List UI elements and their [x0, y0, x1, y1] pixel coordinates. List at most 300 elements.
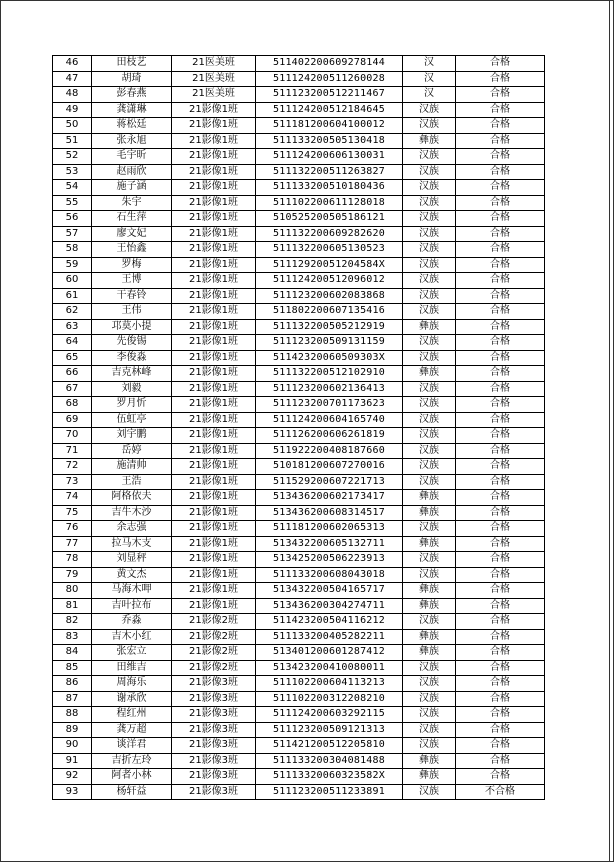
class-name-cell: 21影像2班	[172, 645, 256, 661]
class-name-cell: 21影像2班	[172, 614, 256, 630]
id-number-cell: 513436200608314517	[256, 505, 403, 521]
result-cell: 合格	[456, 443, 545, 459]
student-name-cell: 吉牛木沙	[92, 505, 172, 521]
id-number-cell: 511802200607135416	[256, 304, 403, 320]
student-name-cell: 阿者小林	[92, 769, 172, 785]
class-name-cell: 21影像1班	[172, 273, 256, 289]
table-row	[53, 133, 545, 149]
result-cell: 合格	[456, 180, 545, 196]
row-number-cell: 51	[53, 133, 92, 149]
ethnicity-cell: 汉族	[403, 552, 456, 568]
result-cell: 合格	[456, 691, 545, 707]
row-number-cell: 61	[53, 288, 92, 304]
class-name-cell: 21影像1班	[172, 583, 256, 599]
id-number-cell: 511102200611128018	[256, 195, 403, 211]
table-row	[53, 304, 545, 320]
result-cell: 合格	[456, 753, 545, 769]
row-number-cell: 59	[53, 257, 92, 273]
row-number-cell: 54	[53, 180, 92, 196]
ethnicity-cell: 彝族	[403, 505, 456, 521]
row-number-cell: 52	[53, 149, 92, 165]
table-row	[53, 660, 545, 676]
student-name-cell: 周海乐	[92, 676, 172, 692]
id-number-cell: 513436200602173417	[256, 490, 403, 506]
student-name-cell: 李俊淼	[92, 350, 172, 366]
id-number-cell: 511133200505130418	[256, 133, 403, 149]
id-number-cell: 511133200510180436	[256, 180, 403, 196]
class-name-cell: 21影像3班	[172, 691, 256, 707]
ethnicity-cell: 彝族	[403, 366, 456, 382]
student-name-cell: 王博	[92, 273, 172, 289]
student-name-cell: 刘宇鹏	[92, 428, 172, 444]
row-number-cell: 66	[53, 366, 92, 382]
id-number-cell: 511123200701173623	[256, 397, 403, 413]
table-row	[53, 211, 545, 227]
row-number-cell: 46	[53, 56, 92, 72]
id-number-cell: 513432200605132711	[256, 536, 403, 552]
result-cell: 合格	[456, 257, 545, 273]
id-number-cell: 511124200604165740	[256, 412, 403, 428]
ethnicity-cell: 汉族	[403, 676, 456, 692]
class-name-cell: 21影像1班	[172, 536, 256, 552]
id-number-cell: 511133200405282211	[256, 629, 403, 645]
table-row	[53, 428, 545, 444]
ethnicity-cell: 汉族	[403, 397, 456, 413]
table-row	[53, 769, 545, 785]
row-number-cell: 64	[53, 335, 92, 351]
row-number-cell: 85	[53, 660, 92, 676]
student-name-cell: 田枝艺	[92, 56, 172, 72]
result-cell: 合格	[456, 350, 545, 366]
class-name-cell: 21医美班	[172, 87, 256, 103]
row-number-cell: 81	[53, 598, 92, 614]
student-name-cell: 干春铃	[92, 288, 172, 304]
ethnicity-cell: 汉族	[403, 784, 456, 800]
ethnicity-cell: 汉族	[403, 257, 456, 273]
ethnicity-cell: 汉	[403, 71, 456, 87]
row-number-cell: 48	[53, 87, 92, 103]
class-name-cell: 21医美班	[172, 56, 256, 72]
result-cell: 合格	[456, 71, 545, 87]
class-name-cell: 21影像3班	[172, 784, 256, 800]
class-name-cell: 21影像1班	[172, 443, 256, 459]
id-number-cell: 513432200504165717	[256, 583, 403, 599]
ethnicity-cell: 汉族	[403, 242, 456, 258]
table-row	[53, 738, 545, 754]
ethnicity-cell: 汉族	[403, 149, 456, 165]
table-row	[53, 614, 545, 630]
student-name-cell: 王浩	[92, 474, 172, 490]
result-cell: 合格	[456, 242, 545, 258]
table-row	[53, 567, 545, 583]
row-number-cell: 70	[53, 428, 92, 444]
ethnicity-cell: 彝族	[403, 629, 456, 645]
id-number-cell: 511423200504116212	[256, 614, 403, 630]
ethnicity-cell: 汉族	[403, 288, 456, 304]
result-cell: 合格	[456, 118, 545, 134]
table-row	[53, 443, 545, 459]
row-number-cell: 53	[53, 164, 92, 180]
table-row	[53, 784, 545, 800]
class-name-cell: 21影像1班	[172, 350, 256, 366]
row-number-cell: 67	[53, 381, 92, 397]
id-number-cell: 511102200312208210	[256, 691, 403, 707]
ethnicity-cell: 汉族	[403, 335, 456, 351]
table-row	[53, 381, 545, 397]
student-name-cell: 蒋松廷	[92, 118, 172, 134]
row-number-cell: 57	[53, 226, 92, 242]
table-row	[53, 397, 545, 413]
table-row	[53, 645, 545, 661]
table-row	[53, 180, 545, 196]
id-number-cell: 511133200608043018	[256, 567, 403, 583]
result-cell: 合格	[456, 598, 545, 614]
row-number-cell: 60	[53, 273, 92, 289]
student-name-cell: 王怡鑫	[92, 242, 172, 258]
student-name-cell: 朱宇	[92, 195, 172, 211]
ethnicity-cell: 汉族	[403, 443, 456, 459]
class-name-cell: 21影像1班	[172, 459, 256, 475]
row-number-cell: 47	[53, 71, 92, 87]
ethnicity-cell: 汉族	[403, 164, 456, 180]
row-number-cell: 88	[53, 707, 92, 723]
result-cell: 合格	[456, 149, 545, 165]
id-number-cell: 511181200604100012	[256, 118, 403, 134]
result-cell: 合格	[456, 614, 545, 630]
student-name-cell: 先俊锡	[92, 335, 172, 351]
class-name-cell: 21影像1班	[172, 505, 256, 521]
row-number-cell: 69	[53, 412, 92, 428]
ethnicity-cell: 汉族	[403, 428, 456, 444]
id-number-cell: 511123200509121313	[256, 722, 403, 738]
id-number-cell: 511126200606261819	[256, 428, 403, 444]
table-row	[53, 257, 545, 273]
table-row	[53, 335, 545, 351]
id-number-cell: 511421200512205810	[256, 738, 403, 754]
result-cell: 合格	[456, 428, 545, 444]
ethnicity-cell: 彝族	[403, 753, 456, 769]
ethnicity-cell: 汉族	[403, 102, 456, 118]
student-name-cell: 吉叶拉布	[92, 598, 172, 614]
result-cell: 合格	[456, 629, 545, 645]
ethnicity-cell: 彝族	[403, 598, 456, 614]
row-number-cell: 91	[53, 753, 92, 769]
student-name-cell: 刘毅	[92, 381, 172, 397]
id-number-cell: 51142320060509303X	[256, 350, 403, 366]
ethnicity-cell: 汉族	[403, 412, 456, 428]
ethnicity-cell: 彝族	[403, 536, 456, 552]
table-row	[53, 552, 545, 568]
class-name-cell: 21影像1班	[172, 567, 256, 583]
table-row	[53, 598, 545, 614]
ethnicity-cell: 汉族	[403, 521, 456, 537]
student-name-cell: 吉克林峰	[92, 366, 172, 382]
id-number-cell: 511132200512102910	[256, 366, 403, 382]
ethnicity-cell: 汉族	[403, 691, 456, 707]
row-number-cell: 65	[53, 350, 92, 366]
class-name-cell: 21影像1班	[172, 180, 256, 196]
table-row	[53, 149, 545, 165]
class-name-cell: 21影像1班	[172, 242, 256, 258]
class-name-cell: 21影像1班	[172, 257, 256, 273]
result-cell: 合格	[456, 102, 545, 118]
row-number-cell: 83	[53, 629, 92, 645]
id-number-cell: 511133200304081488	[256, 753, 403, 769]
result-cell: 合格	[456, 273, 545, 289]
id-number-cell: 511922200408187660	[256, 443, 403, 459]
ethnicity-cell: 汉族	[403, 211, 456, 227]
row-number-cell: 89	[53, 722, 92, 738]
table-row	[53, 164, 545, 180]
id-number-cell: 510181200607270016	[256, 459, 403, 475]
class-name-cell: 21影像1班	[172, 412, 256, 428]
student-name-cell: 张宏立	[92, 645, 172, 661]
class-name-cell: 21影像1班	[172, 195, 256, 211]
class-name-cell: 21影像1班	[172, 381, 256, 397]
student-name-cell: 谢承欣	[92, 691, 172, 707]
id-number-cell: 511132200511263827	[256, 164, 403, 180]
id-number-cell: 513401200601287412	[256, 645, 403, 661]
ethnicity-cell: 汉族	[403, 304, 456, 320]
result-cell: 合格	[456, 164, 545, 180]
class-name-cell: 21影像1班	[172, 335, 256, 351]
result-cell: 合格	[456, 366, 545, 382]
student-name-cell: 张永旭	[92, 133, 172, 149]
student-name-cell: 杨轩益	[92, 784, 172, 800]
student-name-cell: 龚潇琳	[92, 102, 172, 118]
table-row	[53, 474, 545, 490]
ethnicity-cell: 汉族	[403, 738, 456, 754]
result-cell: 合格	[456, 335, 545, 351]
result-cell: 合格	[456, 490, 545, 506]
row-number-cell: 49	[53, 102, 92, 118]
class-name-cell: 21影像1班	[172, 598, 256, 614]
class-name-cell: 21影像1班	[172, 164, 256, 180]
class-name-cell: 21影像1班	[172, 490, 256, 506]
table-row	[53, 366, 545, 382]
ethnicity-cell: 彝族	[403, 319, 456, 335]
roster-body	[53, 56, 545, 800]
row-number-cell: 71	[53, 443, 92, 459]
class-name-cell: 21影像1班	[172, 428, 256, 444]
class-name-cell: 21影像1班	[172, 288, 256, 304]
table-row	[53, 87, 545, 103]
table-row	[53, 722, 545, 738]
id-number-cell: 511123200509131159	[256, 335, 403, 351]
student-name-cell: 石生萍	[92, 211, 172, 227]
result-cell: 合格	[456, 397, 545, 413]
student-name-cell: 余志强	[92, 521, 172, 537]
ethnicity-cell: 汉族	[403, 722, 456, 738]
row-number-cell: 93	[53, 784, 92, 800]
table-row	[53, 753, 545, 769]
table-row	[53, 195, 545, 211]
result-cell: 合格	[456, 505, 545, 521]
class-name-cell: 21影像1班	[172, 319, 256, 335]
row-number-cell: 84	[53, 645, 92, 661]
table-row	[53, 521, 545, 537]
result-cell: 合格	[456, 676, 545, 692]
ethnicity-cell: 汉族	[403, 226, 456, 242]
row-number-cell: 82	[53, 614, 92, 630]
id-number-cell: 511123200602136413	[256, 381, 403, 397]
ethnicity-cell: 彝族	[403, 769, 456, 785]
id-number-cell: 511123200602083868	[256, 288, 403, 304]
ethnicity-cell: 汉族	[403, 195, 456, 211]
row-number-cell: 56	[53, 211, 92, 227]
result-cell: 合格	[456, 87, 545, 103]
ethnicity-cell: 汉族	[403, 273, 456, 289]
ethnicity-cell: 彝族	[403, 645, 456, 661]
id-number-cell: 51112920051204584X	[256, 257, 403, 273]
row-number-cell: 78	[53, 552, 92, 568]
id-number-cell: 511181200602065313	[256, 521, 403, 537]
student-name-cell: 施清帅	[92, 459, 172, 475]
class-name-cell: 21影像1班	[172, 133, 256, 149]
student-name-cell: 乔淼	[92, 614, 172, 630]
row-number-cell: 72	[53, 459, 92, 475]
student-name-cell: 赵雨欣	[92, 164, 172, 180]
table-row	[53, 676, 545, 692]
table-row	[53, 288, 545, 304]
student-name-cell: 胡琦	[92, 71, 172, 87]
table-row	[53, 490, 545, 506]
id-number-cell: 511124200606130031	[256, 149, 403, 165]
class-name-cell: 21影像3班	[172, 707, 256, 723]
row-number-cell: 92	[53, 769, 92, 785]
student-name-cell: 田维吉	[92, 660, 172, 676]
result-cell: 合格	[456, 381, 545, 397]
ethnicity-cell: 汉族	[403, 381, 456, 397]
table-row	[53, 459, 545, 475]
result-cell: 合格	[456, 738, 545, 754]
student-name-cell: 谈洋君	[92, 738, 172, 754]
class-name-cell: 21影像1班	[172, 102, 256, 118]
result-cell: 合格	[456, 552, 545, 568]
ethnicity-cell: 汉族	[403, 180, 456, 196]
class-name-cell: 21影像1班	[172, 521, 256, 537]
row-number-cell: 76	[53, 521, 92, 537]
result-cell: 合格	[456, 645, 545, 661]
id-number-cell: 511132200505212919	[256, 319, 403, 335]
result-cell: 合格	[456, 412, 545, 428]
ethnicity-cell: 彝族	[403, 133, 456, 149]
class-name-cell: 21影像1班	[172, 304, 256, 320]
table-row	[53, 118, 545, 134]
student-name-cell: 龚万超	[92, 722, 172, 738]
result-cell: 合格	[456, 521, 545, 537]
row-number-cell: 75	[53, 505, 92, 521]
table-row	[53, 691, 545, 707]
result-cell: 合格	[456, 567, 545, 583]
ethnicity-cell: 汉族	[403, 567, 456, 583]
id-number-cell: 511132200609282620	[256, 226, 403, 242]
student-name-cell: 彭春燕	[92, 87, 172, 103]
row-number-cell: 86	[53, 676, 92, 692]
table-row	[53, 273, 545, 289]
id-number-cell: 511124200511260028	[256, 71, 403, 87]
ethnicity-cell: 汉	[403, 87, 456, 103]
result-cell: 合格	[456, 722, 545, 738]
row-number-cell: 68	[53, 397, 92, 413]
student-name-cell: 毛宇昕	[92, 149, 172, 165]
table-row	[53, 102, 545, 118]
class-name-cell: 21影像2班	[172, 660, 256, 676]
row-number-cell: 90	[53, 738, 92, 754]
result-cell: 合格	[456, 56, 545, 72]
result-cell: 合格	[456, 583, 545, 599]
class-name-cell: 21影像1班	[172, 118, 256, 134]
student-name-cell: 阿格依夫	[92, 490, 172, 506]
class-name-cell: 21影像3班	[172, 753, 256, 769]
row-number-cell: 50	[53, 118, 92, 134]
ethnicity-cell: 汉族	[403, 614, 456, 630]
student-name-cell: 罗月忻	[92, 397, 172, 413]
table-row	[53, 629, 545, 645]
table-row	[53, 412, 545, 428]
row-number-cell: 58	[53, 242, 92, 258]
table-row	[53, 71, 545, 87]
row-number-cell: 80	[53, 583, 92, 599]
table-row	[53, 707, 545, 723]
student-name-cell: 岳婷	[92, 443, 172, 459]
result-cell: 合格	[456, 660, 545, 676]
student-name-cell: 吉折左玲	[92, 753, 172, 769]
row-number-cell: 79	[53, 567, 92, 583]
table-row	[53, 583, 545, 599]
ethnicity-cell: 汉	[403, 56, 456, 72]
class-name-cell: 21影像1班	[172, 397, 256, 413]
result-cell: 不合格	[456, 784, 545, 800]
student-roster-table	[52, 55, 545, 800]
result-cell: 合格	[456, 226, 545, 242]
result-cell: 合格	[456, 707, 545, 723]
class-name-cell: 21影像1班	[172, 552, 256, 568]
student-name-cell: 程红州	[92, 707, 172, 723]
id-number-cell: 511529200607221713	[256, 474, 403, 490]
table-row	[53, 242, 545, 258]
class-name-cell: 21影像1班	[172, 149, 256, 165]
class-name-cell: 21影像1班	[172, 474, 256, 490]
result-cell: 合格	[456, 211, 545, 227]
class-name-cell: 21影像3班	[172, 769, 256, 785]
ethnicity-cell: 汉族	[403, 118, 456, 134]
student-name-cell: 吉木小红	[92, 629, 172, 645]
id-number-cell: 511124200512184645	[256, 102, 403, 118]
row-number-cell: 87	[53, 691, 92, 707]
row-number-cell: 74	[53, 490, 92, 506]
ethnicity-cell: 汉族	[403, 459, 456, 475]
class-name-cell: 21影像2班	[172, 629, 256, 645]
table-row	[53, 56, 545, 72]
table-row	[53, 505, 545, 521]
id-number-cell: 511124200512096012	[256, 273, 403, 289]
student-name-cell: 黄文杰	[92, 567, 172, 583]
table-row	[53, 350, 545, 366]
table-row	[53, 319, 545, 335]
ethnicity-cell: 汉族	[403, 707, 456, 723]
student-name-cell: 施子涵	[92, 180, 172, 196]
result-cell: 合格	[456, 474, 545, 490]
student-name-cell: 邛莫小提	[92, 319, 172, 335]
ethnicity-cell: 彝族	[403, 490, 456, 506]
row-number-cell: 63	[53, 319, 92, 335]
id-number-cell: 511402200609278144	[256, 56, 403, 72]
student-name-cell: 马海木呷	[92, 583, 172, 599]
id-number-cell: 513425200506223913	[256, 552, 403, 568]
result-cell: 合格	[456, 288, 545, 304]
class-name-cell: 21影像3班	[172, 722, 256, 738]
